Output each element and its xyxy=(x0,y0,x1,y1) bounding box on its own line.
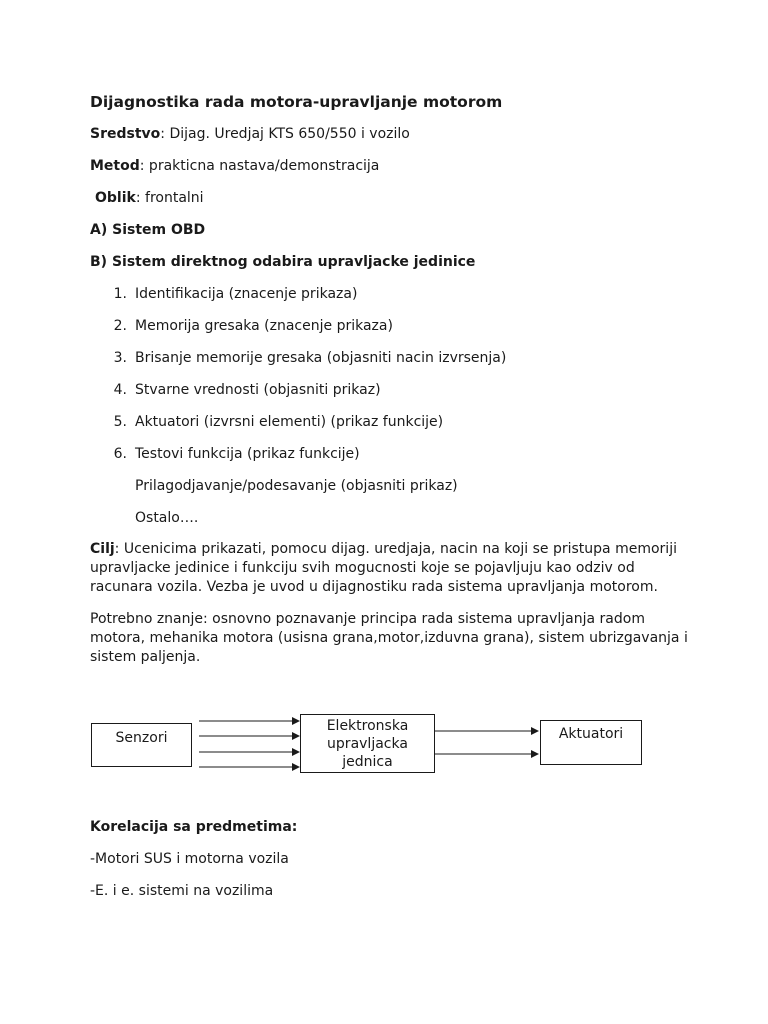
document-title: Dijagnostika rada motora-upravljanje motorom xyxy=(90,93,503,111)
senzori-box xyxy=(91,723,192,767)
metod-value: : prakticna nastava/demonstracija xyxy=(139,158,380,174)
potrebno-znanje-paragraph: Potrebno znanje: osnovno poznavanje principa rada sistema upravljanja radom motora, mehanika motora (usisna grana,motor,izduvna grana), sistem ubrizgavanja i sistem paljenja. xyxy=(90,611,688,665)
section-b-heading: B) Sistem direktnog odabira upravljacke jedinice xyxy=(90,254,476,270)
ecu-label-line: jednica xyxy=(342,754,393,770)
korelacija-heading: Korelacija sa predmetima: xyxy=(90,819,298,835)
metod-label: Metod xyxy=(90,158,140,174)
list-item-number: 5. xyxy=(113,414,127,430)
korelacija-item: -E. i e. sistemi na vozilima xyxy=(90,883,274,899)
list-extra-item: Ostalo…. xyxy=(135,510,199,526)
list-item-number: 2. xyxy=(113,318,127,334)
sredstvo-value: : Dijag. Uredjaj KTS 650/550 i vozilo xyxy=(160,126,410,142)
list-item: Stvarne vrednosti (objasniti prikaz) xyxy=(135,382,381,398)
list-item-number: 1. xyxy=(113,286,127,302)
ecu-label-line: Elektronska xyxy=(326,718,409,734)
list-item: Testovi funkcija (prikaz funkcije) xyxy=(135,446,360,462)
list-item: Identifikacija (znacenje prikaza) xyxy=(135,286,358,302)
list-item-number: 3. xyxy=(113,350,127,366)
list-extra-item: Prilagodjavanje/podesavanje (objasniti prikaz) xyxy=(135,478,458,494)
korelacija-item: -Motori SUS i motorna vozila xyxy=(90,851,289,867)
list-item: Memorija gresaka (znacenje prikaza) xyxy=(135,318,393,334)
ecu-box xyxy=(300,714,435,773)
list-item: Aktuatori (izvrsni elementi) (prikaz funkcije) xyxy=(135,414,444,430)
ecu-label-line: upravljacka xyxy=(327,736,408,752)
oblik-label: Oblik xyxy=(95,190,136,206)
senzori-label: Senzori xyxy=(115,730,168,746)
oblik-value: : frontalni xyxy=(135,190,204,206)
section-a-heading: A) Sistem OBD xyxy=(90,222,206,238)
list-item: Brisanje memorije gresaka (objasniti nacin izvrsenja) xyxy=(135,350,507,366)
aktuatori-label: Aktuatori xyxy=(558,726,624,742)
cilj-text: : Ucenicima prikazati, pomocu dijag. uredjaja, nacin na koji se pristupa memoriji upravljacke jedinice i funkciju svih mogucnosti koje se pojavljuju kao odziv od racunara vozila. Vezba je uvod u dijagnostiku rada sistema upravljanja motorom. xyxy=(90,541,677,595)
list-item-number: 4. xyxy=(113,382,127,398)
sredstvo-label: Sredstvo xyxy=(90,126,161,142)
list-item-number: 6. xyxy=(113,446,127,462)
aktuatori-box xyxy=(540,720,642,765)
cilj-label: Cilj xyxy=(90,541,115,557)
